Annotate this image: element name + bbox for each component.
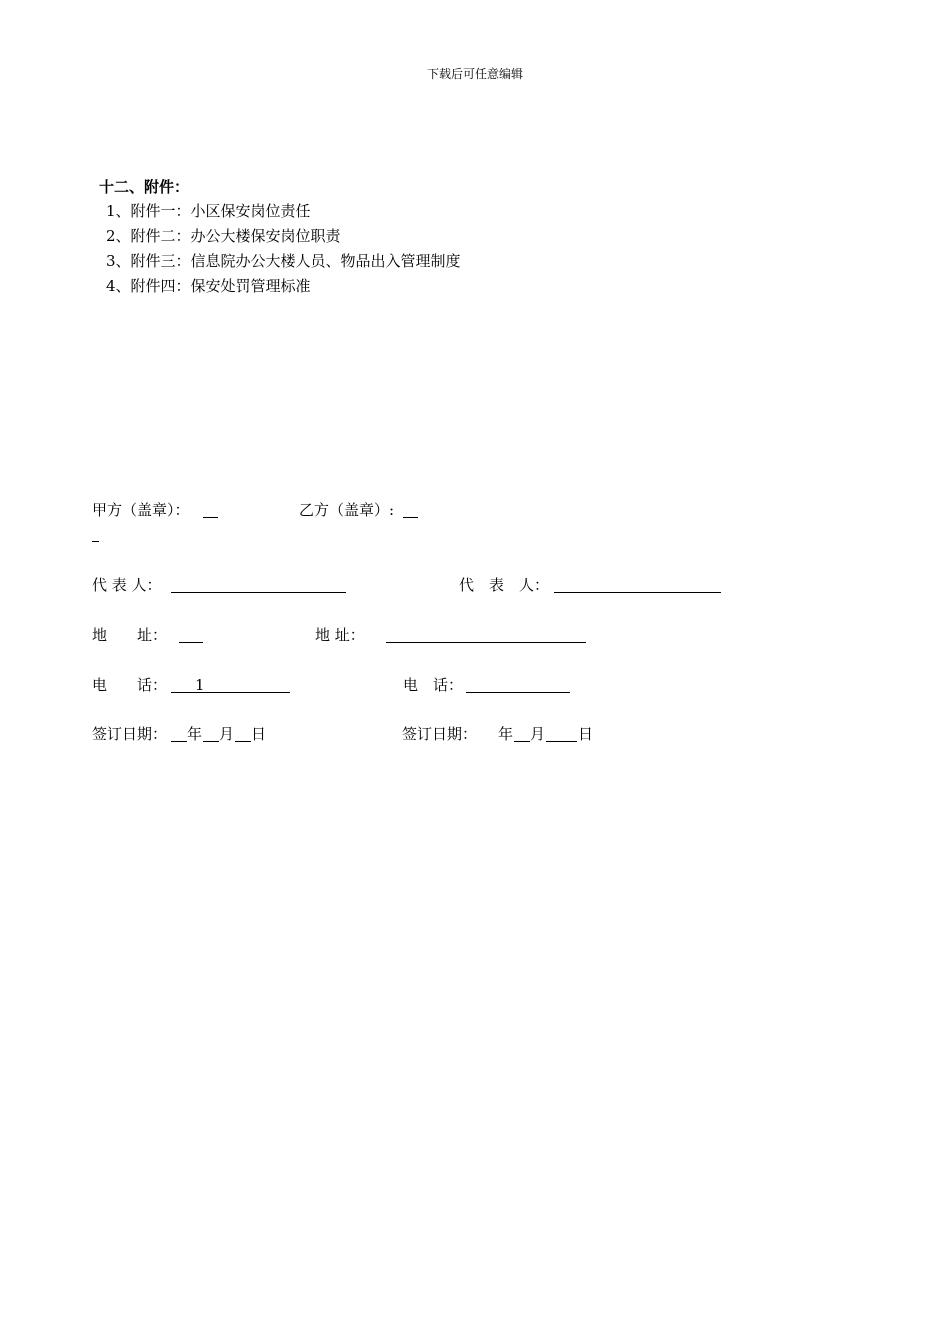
phone-a-label: 电 话：: [92, 676, 168, 694]
date-a-year-label: 年: [187, 725, 203, 743]
attachment-item-3: 3、附件三：信息院办公大楼人员、物品出入管理制度: [106, 252, 461, 270]
date-b-year-label: 年: [498, 725, 514, 743]
party-b-seal-blank[interactable]: [403, 517, 418, 518]
addr-b-blank[interactable]: [386, 642, 586, 643]
date-b-month-label: 月: [530, 725, 546, 743]
date-a-label: 签订日期：: [92, 725, 168, 743]
date-a-day-label: 日: [251, 725, 267, 743]
party-a-seal-blank[interactable]: [203, 517, 218, 518]
attachment-item-1: 1、附件一：小区保安岗位责任: [106, 202, 311, 220]
rep-b-blank[interactable]: [554, 592, 721, 593]
addr-a-label: 地 址：: [92, 626, 168, 644]
attachment-item-4: 4、附件四：保安处罚管理标准: [106, 277, 311, 295]
date-b-month-blank[interactable]: [514, 741, 530, 742]
phone-a-blank[interactable]: [171, 692, 290, 693]
rep-a-label: 代 表 人：: [92, 576, 162, 594]
phone-b-blank[interactable]: [466, 692, 570, 693]
date-b-day-label: 日: [578, 725, 594, 743]
date-a-month-label: 月: [219, 725, 235, 743]
addr-a-blank[interactable]: [179, 642, 203, 643]
addr-b-label: 地 址：: [315, 626, 365, 644]
party-a-seal-label: 甲方（盖章）：: [92, 501, 190, 519]
date-a-month-blank[interactable]: [203, 741, 219, 742]
date-a-day-blank[interactable]: [235, 741, 251, 742]
rep-a-blank[interactable]: [171, 592, 346, 593]
page-header: 下载后可任意编辑: [426, 67, 523, 81]
attachment-item-2: 2、附件二：办公大楼保安岗位职责: [106, 227, 341, 245]
phone-b-label: 电 话：: [403, 676, 464, 694]
rep-b-label: 代 表 人：: [459, 576, 550, 594]
date-a-year-blank[interactable]: [171, 741, 187, 742]
date-b-label: 签订日期：: [402, 725, 478, 743]
party-b-seal-label: 乙方（盖章）:: [299, 501, 395, 519]
section-title: 十二、附件：: [99, 178, 190, 196]
date-b-day-blank[interactable]: [546, 741, 577, 742]
party-a-seal-blank-continued[interactable]: [92, 541, 99, 542]
phone-a-value: 1: [195, 676, 205, 694]
